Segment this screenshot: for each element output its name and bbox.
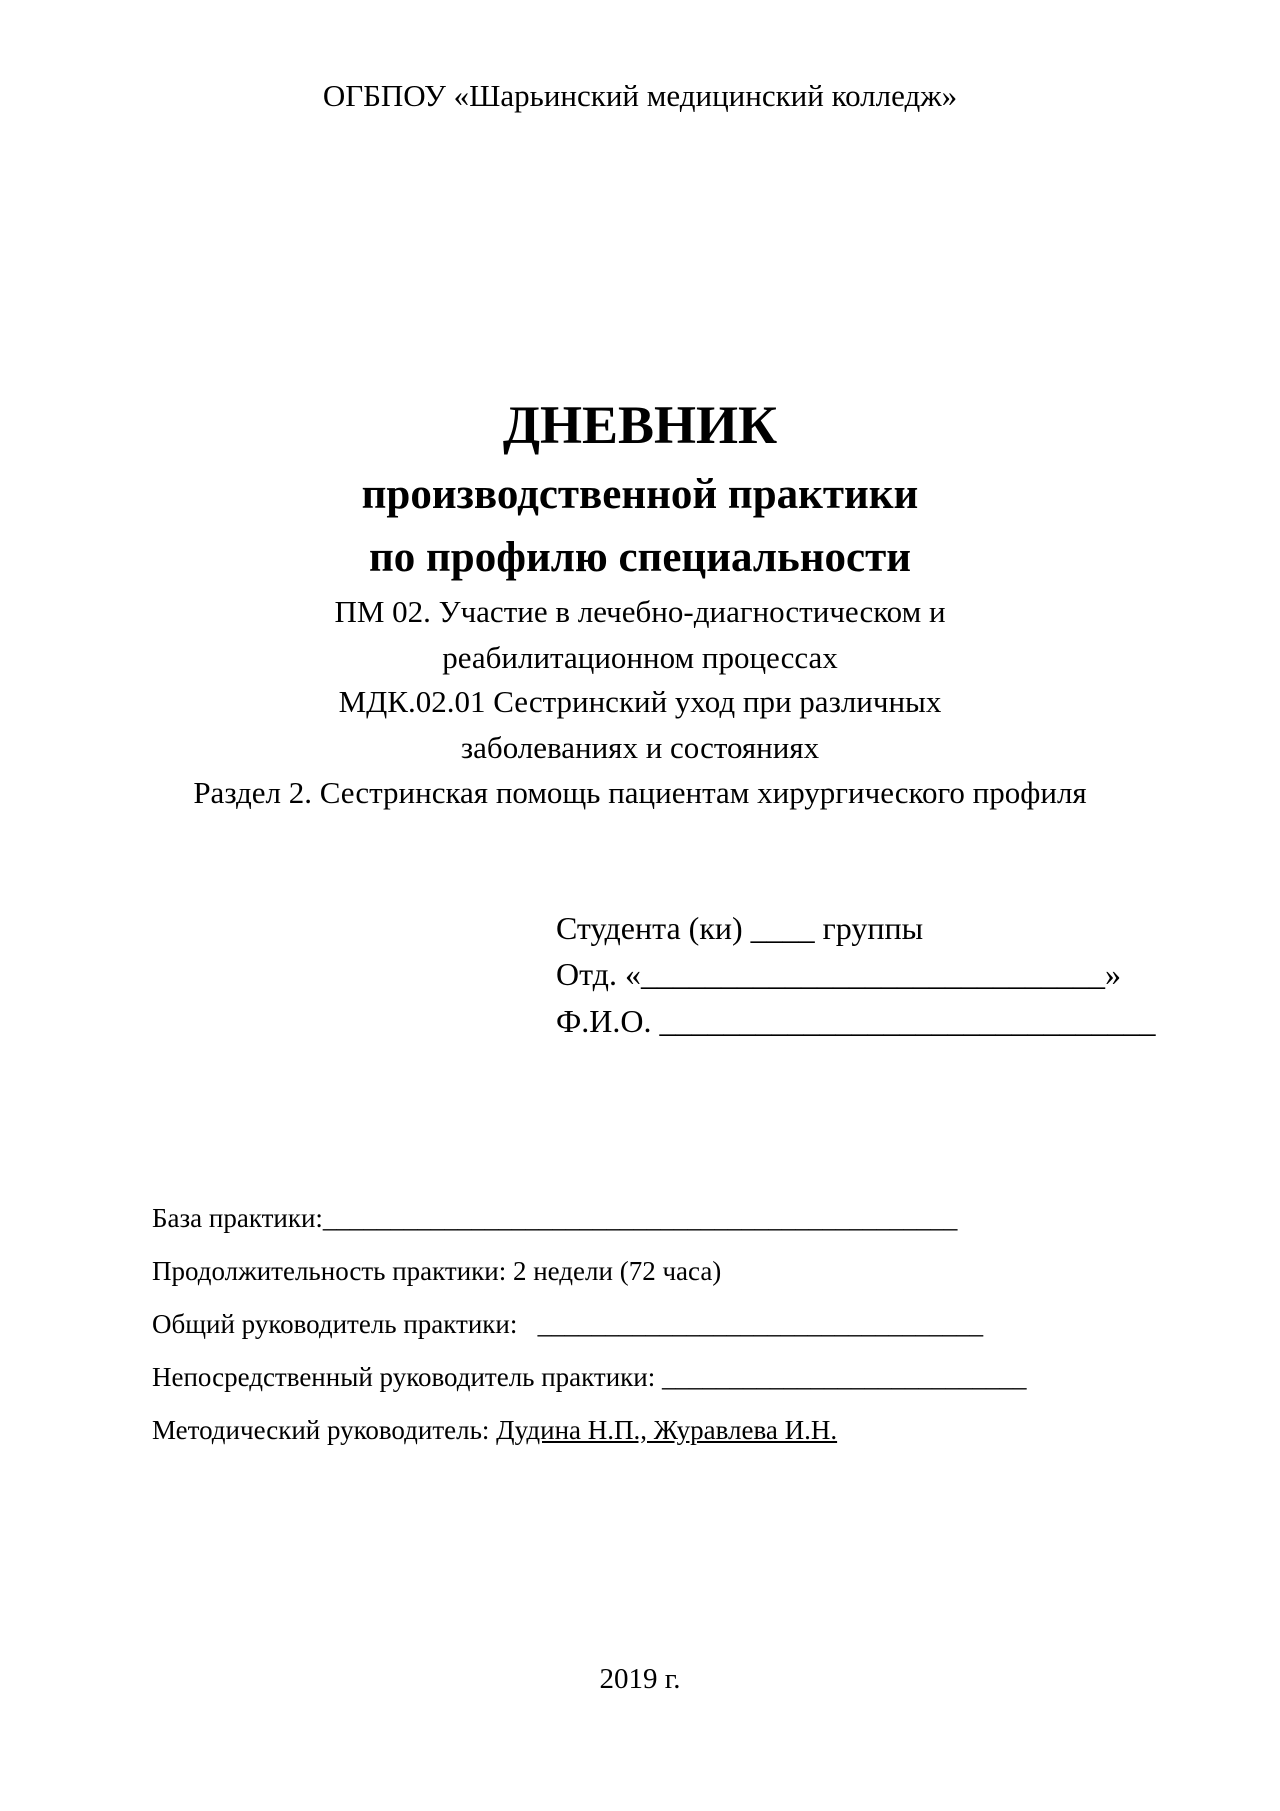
practice-duration: Продолжительность практики: 2 недели (72 часа) [152,1256,722,1286]
course-line-1: МДК.02.01 Сестринский уход при различных [338,684,942,719]
module-line-1: ПМ 02. Участие в лечебно-диагностическом и [334,594,946,629]
document-year: 2019 г. [599,1663,681,1695]
general-supervisor-field: Общий руководитель практики: _________________________________ [152,1309,984,1339]
methodical-supervisor-names: Дудина Н.П., Журавлева И.Н. [496,1415,838,1445]
methodical-supervisor-label: Методический руководитель: [152,1415,497,1445]
course-line-2: заболеваниях и состояниях [460,730,820,765]
methodical-supervisor [152,1415,837,1446]
student-name-field: Ф.И.О. _______________________________ [556,1003,1156,1039]
document-subtitle-2: по профилю специальности [369,534,911,581]
document-subtitle-1: производственной практики [361,471,919,518]
direct-supervisor-field: Непосредственный руководитель практики: ___________________________ [152,1362,1027,1392]
section-line: Раздел 2. Сестринская помощь пациентам хирургического профиля [193,775,1087,810]
student-department-field: Отд. «_____________________________» [556,956,1121,992]
institution-name: ОГБПОУ «Шарьинский медицинский колледж» [322,78,958,113]
practice-base-field: База практики:_______________________________________________ [152,1203,958,1233]
module-line-2: реабилитационном процессах [442,640,838,675]
student-group-field: Студента (ки) ____ группы [556,910,924,946]
document-title: ДНЕВНИК [502,395,778,455]
